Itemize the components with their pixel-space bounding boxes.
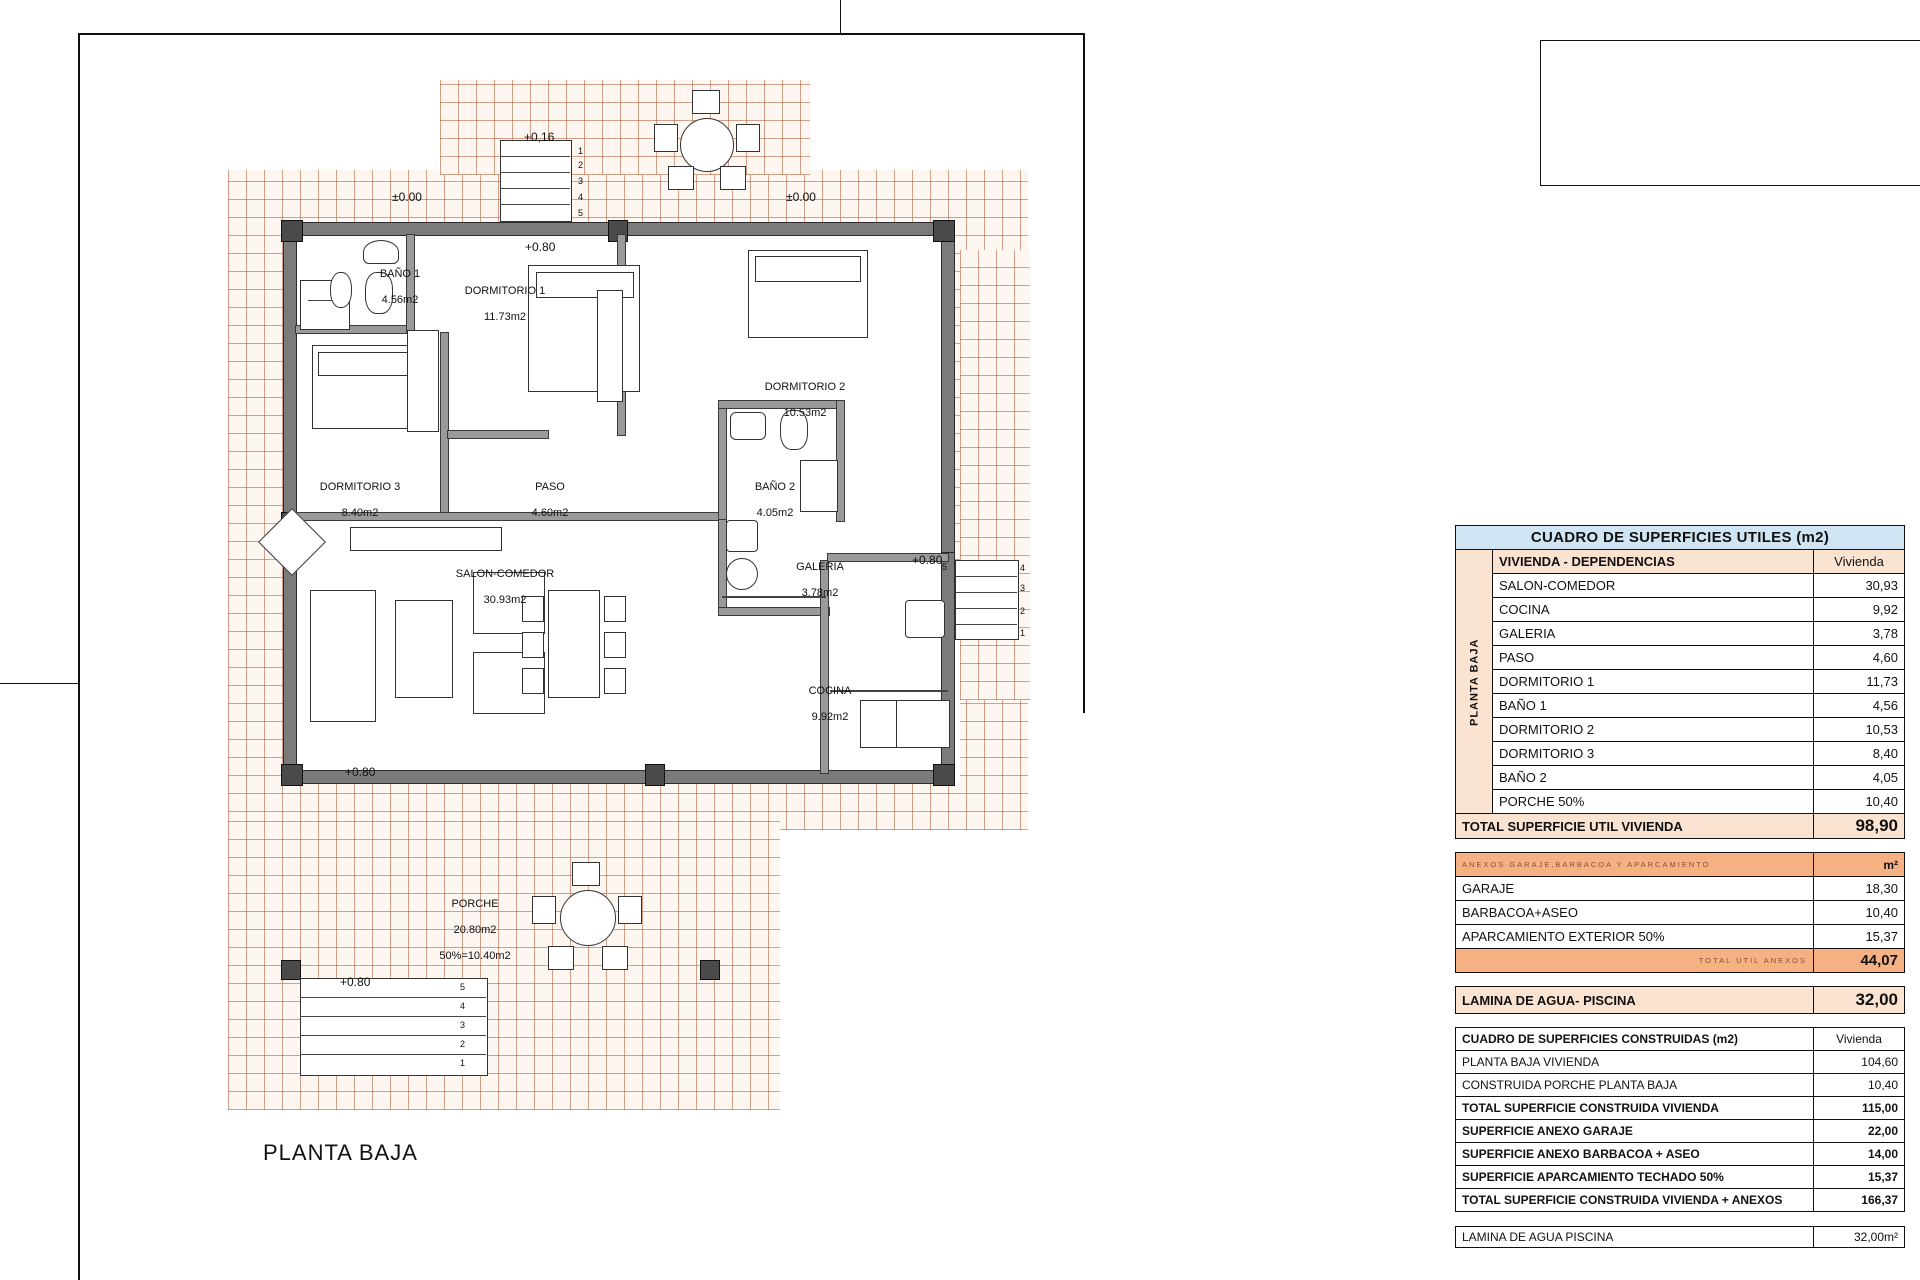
built-row-3 (1456, 1120, 1905, 1143)
built-row-2 (1456, 1097, 1905, 1120)
room-name-salon-comedor: SALON-COMEDOR (455, 568, 555, 580)
coffee-table (395, 600, 453, 698)
useful-col-group: VIVIENDA - DEPENDENCIAS (1493, 550, 1814, 574)
dining-chair-3 (522, 668, 544, 694)
useful-value-4: 11,73 (1814, 670, 1905, 694)
room-label-paso (495, 468, 605, 520)
pillar-nw (281, 220, 303, 242)
level-zero-left: ±0.00 (392, 190, 422, 204)
room-area2-porche: 50%=10.40m2 (439, 950, 511, 962)
room-area-bano-1: 4.56m2 (381, 294, 419, 306)
level-plus016: +0,16 (524, 130, 555, 144)
room-label-salon-comedor (420, 555, 590, 607)
stair-number-north-3: 3 (578, 176, 584, 186)
useful-title-row (1456, 526, 1905, 550)
useful-total-value: 98,90 (1814, 814, 1905, 839)
pool-row (1456, 987, 1905, 1014)
built-value-1: 10,40 (1814, 1074, 1905, 1097)
room-name-dormitorio-1: DORMITORIO 1 (464, 285, 546, 297)
useful-label-2: GALERIA (1493, 622, 1814, 646)
annex-value-1: 10,40 (1814, 901, 1905, 925)
entry-stair-step-1 (500, 156, 570, 157)
exterior-wall-south (283, 770, 955, 784)
room-area-bano-2: 4.05m2 (756, 507, 794, 519)
useful-row-3 (1456, 646, 1905, 670)
outdoor-chair-n3 (736, 124, 760, 152)
built-col-value: Vivienda (1814, 1028, 1905, 1051)
south-stair-step-2 (300, 1016, 486, 1017)
useful-value-2: 3,78 (1814, 622, 1905, 646)
room-label-cocina (770, 672, 890, 724)
level-zero-right: ±0.00 (786, 190, 816, 204)
room-name-porche: PORCHE (451, 898, 499, 910)
stair-number-north-2: 2 (578, 160, 584, 170)
useful-value-9: 10,40 (1814, 790, 1905, 814)
room-area-dormitorio-2: 10.53m2 (783, 407, 827, 419)
pool-built-row (1456, 1227, 1905, 1248)
south-stair-step-1 (300, 997, 486, 998)
room-area-porche: 20.80m2 (453, 924, 497, 936)
room-name-bano-1: BAÑO 1 (379, 268, 421, 280)
room-label-dormitorio-3 (295, 468, 425, 520)
wardrobe-dormitorio-1 (597, 290, 623, 402)
stair-number-east-3: 3 (1020, 583, 1026, 593)
pool-value: 32,00 (1814, 987, 1905, 1014)
pool-built-value: 32,00m² (1814, 1227, 1905, 1248)
useful-label-0: SALON-COMEDOR (1493, 574, 1814, 598)
room-area-dormitorio-1: 11.73m2 (484, 311, 526, 323)
room-area-salon-comedor: 30.93m2 (483, 594, 527, 606)
level-plus080-galeria: +0.80 (912, 553, 943, 567)
plan-title: PLANTA BAJA (263, 1140, 418, 1165)
annex-total-label: TOTAL UTIL ANEXOS (1456, 949, 1814, 973)
room-label-galeria (760, 548, 880, 600)
stair-number-south-1: 1 (460, 1058, 466, 1068)
built-header-row (1456, 1028, 1905, 1051)
built-value-4: 14,00 (1814, 1143, 1905, 1166)
room-name-bano-2: BAÑO 2 (754, 481, 796, 493)
stair-number-east-1: 1 (1020, 628, 1026, 638)
pillar-porch-nw (281, 960, 301, 980)
level-plus080-porch: +0.80 (340, 975, 371, 989)
sofa-large (310, 590, 376, 722)
room-label-porche (410, 885, 540, 963)
useful-title: CUADRO DE SUPERFICIES UTILES (m2) (1456, 526, 1905, 550)
stair-number-south-2: 2 (460, 1039, 466, 1049)
annex-header-label: ANEXOS GARAJE,BARBACOA Y APARCAMIENTO (1456, 853, 1814, 877)
room-name-paso: PASO (535, 481, 565, 493)
useful-side-label: PLANTA BAJA (1456, 550, 1493, 814)
washing-machine-galeria (726, 520, 758, 552)
entry-stair-step-4 (500, 204, 570, 205)
entry-stair-step-3 (500, 188, 570, 189)
level-plus080-north: +0.80 (525, 240, 556, 254)
useful-value-5: 4,56 (1814, 694, 1905, 718)
south-stair-step-3 (300, 1035, 486, 1036)
useful-row-8 (1456, 766, 1905, 790)
pool-label: LAMINA DE AGUA- PISCINA (1456, 987, 1814, 1014)
built-label-4: SUPERFICIE ANEXO BARBACOA + ASEO (1456, 1143, 1814, 1166)
useful-label-8: BAÑO 2 (1493, 766, 1814, 790)
entry-stair-north (500, 140, 572, 222)
annex-total-row (1456, 949, 1905, 973)
annex-value-0: 18,30 (1814, 877, 1905, 901)
useful-label-5: BAÑO 1 (1493, 694, 1814, 718)
pillow-dormitorio-3 (318, 352, 416, 376)
built-label-0: PLANTA BAJA VIVIENDA (1456, 1051, 1814, 1074)
built-row-5 (1456, 1166, 1905, 1189)
outdoor-table-porch (560, 890, 616, 946)
annex-value-2: 15,37 (1814, 925, 1905, 949)
useful-value-7: 8,40 (1814, 742, 1905, 766)
pillar-mid-south (645, 764, 665, 786)
room-label-dormitorio-2 (740, 368, 870, 420)
south-stair-step-4 (300, 1054, 486, 1055)
stair-number-east-2: 2 (1020, 606, 1026, 616)
partition-bed3-east (440, 332, 449, 514)
built-value-3: 22,00 (1814, 1120, 1905, 1143)
annex-row-0 (1456, 877, 1905, 901)
useful-label-7: DORMITORIO 3 (1493, 742, 1814, 766)
pillar-sw (281, 764, 303, 786)
wardrobe-dormitorio-3 (407, 330, 439, 432)
useful-surfaces-table (1455, 525, 1905, 839)
built-value-0: 104,60 (1814, 1051, 1905, 1074)
built-surfaces-table (1455, 1027, 1905, 1212)
east-stair (955, 560, 1019, 640)
sideboard (350, 527, 502, 551)
useful-row-9 (1456, 790, 1905, 814)
built-row-0 (1456, 1051, 1905, 1074)
built-label-6: TOTAL SUPERFICIE CONSTRUIDA VIVIENDA + ANEXOS (1456, 1189, 1814, 1212)
useful-row-0 (1456, 574, 1905, 598)
annex-row-2 (1456, 925, 1905, 949)
exterior-wall-east-lower (941, 552, 955, 784)
annex-label-1: BARBACOA+ASEO (1456, 901, 1814, 925)
built-row-1 (1456, 1074, 1905, 1097)
outdoor-chair-p5 (602, 946, 628, 970)
outdoor-table-north (680, 118, 734, 172)
useful-value-6: 10,53 (1814, 718, 1905, 742)
dining-chair-4 (604, 596, 626, 622)
east-stair-step-4 (955, 624, 1017, 625)
sink-galeria (726, 558, 758, 590)
useful-value-3: 4,60 (1814, 646, 1905, 670)
built-row-4 (1456, 1143, 1905, 1166)
annex-header-unit: m² (1814, 853, 1905, 877)
stair-number-north-4: 4 (578, 192, 584, 202)
useful-row-5 (1456, 694, 1905, 718)
annex-row-1 (1456, 901, 1905, 925)
room-name-galeria: GALERIA (796, 561, 844, 573)
useful-label-6: DORMITORIO 2 (1493, 718, 1814, 742)
outdoor-chair-n5 (720, 166, 746, 190)
room-label-dormitorio-1 (440, 272, 570, 324)
room-name-dormitorio-3: DORMITORIO 3 (319, 481, 401, 493)
useful-row-4 (1456, 670, 1905, 694)
useful-total-row (1456, 814, 1905, 839)
outdoor-chair-n2 (654, 124, 678, 152)
built-value-2: 115,00 (1814, 1097, 1905, 1120)
stair-number-east-4: 4 (1020, 563, 1026, 573)
dining-chair-6 (604, 668, 626, 694)
useful-total-label: TOTAL SUPERFICIE UTIL VIVIENDA (1456, 814, 1814, 839)
room-area-dormitorio-3: 8.40m2 (341, 507, 379, 519)
east-stair-step-1 (955, 576, 1017, 577)
pillar-se (933, 764, 955, 786)
built-label-2: TOTAL SUPERFICIE CONSTRUIDA VIVIENDA (1456, 1097, 1814, 1120)
useful-row-6 (1456, 718, 1905, 742)
partition-bed1-south (447, 430, 549, 439)
frame-box-right-bottom (1540, 185, 1920, 186)
outdoor-chair-p1 (572, 862, 600, 886)
built-value-5: 15,37 (1814, 1166, 1905, 1189)
stair-number-south-4: 4 (460, 1001, 466, 1011)
pool-built-table (1455, 1226, 1905, 1248)
built-label-5: SUPERFICIE APARCAMIENTO TECHADO 50% (1456, 1166, 1814, 1189)
built-title: CUADRO DE SUPERFICIES CONSTRUIDAS (m2) (1456, 1028, 1814, 1051)
room-name-cocina: COCINA (808, 685, 852, 697)
outdoor-chair-n1 (692, 90, 720, 114)
dining-chair-2 (522, 632, 544, 658)
useful-label-9: PORCHE 50% (1493, 790, 1814, 814)
entry-stair-step-2 (500, 172, 570, 173)
hob-cocina (905, 600, 945, 638)
annex-total-value: 44,07 (1814, 949, 1905, 973)
frame-box-right-left (1540, 40, 1541, 185)
stair-number-south-5: 5 (460, 982, 466, 992)
useful-row-7 (1456, 742, 1905, 766)
annex-label-2: APARCAMIENTO EXTERIOR 50% (1456, 925, 1814, 949)
built-value-6: 166,37 (1814, 1189, 1905, 1212)
useful-label-3: PASO (1493, 646, 1814, 670)
useful-col-value: Vivienda (1814, 550, 1905, 574)
useful-label-4: DORMITORIO 1 (1493, 670, 1814, 694)
built-label-1: CONSTRUIDA PORCHE PLANTA BAJA (1456, 1074, 1814, 1097)
annex-surfaces-table (1455, 852, 1905, 973)
room-area-cocina: 9.92m2 (811, 711, 849, 723)
exterior-wall-east (941, 222, 955, 554)
useful-header-row (1456, 550, 1905, 574)
stair-number-south-3: 3 (460, 1020, 466, 1030)
pool-built-label: LAMINA DE AGUA PISCINA (1456, 1227, 1814, 1248)
useful-row-2 (1456, 622, 1905, 646)
east-stair-step-3 (955, 608, 1017, 609)
room-area-paso: 4.60m2 (531, 507, 569, 519)
room-label-bano-1 (345, 255, 455, 307)
pillow-dormitorio-2 (755, 256, 861, 282)
pillar-ne (933, 220, 955, 242)
surface-tables (1455, 525, 1905, 1248)
room-area-galeria: 3.78m2 (801, 587, 839, 599)
outdoor-chair-p3 (618, 896, 642, 924)
annex-header-row (1456, 853, 1905, 877)
stair-number-north-5: 5 (578, 208, 584, 218)
pool-surface-table (1455, 986, 1905, 1014)
useful-label-1: COCINA (1493, 598, 1814, 622)
counter-cocina (896, 700, 950, 748)
partition-galeria-south (718, 607, 830, 616)
frame-box-right-top (1540, 40, 1920, 41)
dining-chair-5 (604, 632, 626, 658)
useful-value-1: 9,92 (1814, 598, 1905, 622)
outdoor-chair-n4 (668, 166, 694, 190)
useful-row-1 (1456, 598, 1905, 622)
room-label-bano-2 (720, 468, 830, 520)
useful-value-8: 4,05 (1814, 766, 1905, 790)
east-stair-step-2 (955, 592, 1017, 593)
annex-label-0: GARAJE (1456, 877, 1814, 901)
stair-number-north-1: 1 (578, 146, 584, 156)
outdoor-chair-p4 (548, 946, 574, 970)
useful-value-0: 30,93 (1814, 574, 1905, 598)
room-name-dormitorio-2: DORMITORIO 2 (764, 381, 846, 393)
built-label-3: SUPERFICIE ANEXO GARAJE (1456, 1120, 1814, 1143)
stair-number-east-5: 5 (942, 562, 948, 572)
level-plus080-south: +0.80 (345, 765, 376, 779)
built-row-6 (1456, 1189, 1905, 1212)
pillar-porch-ne (700, 960, 720, 980)
